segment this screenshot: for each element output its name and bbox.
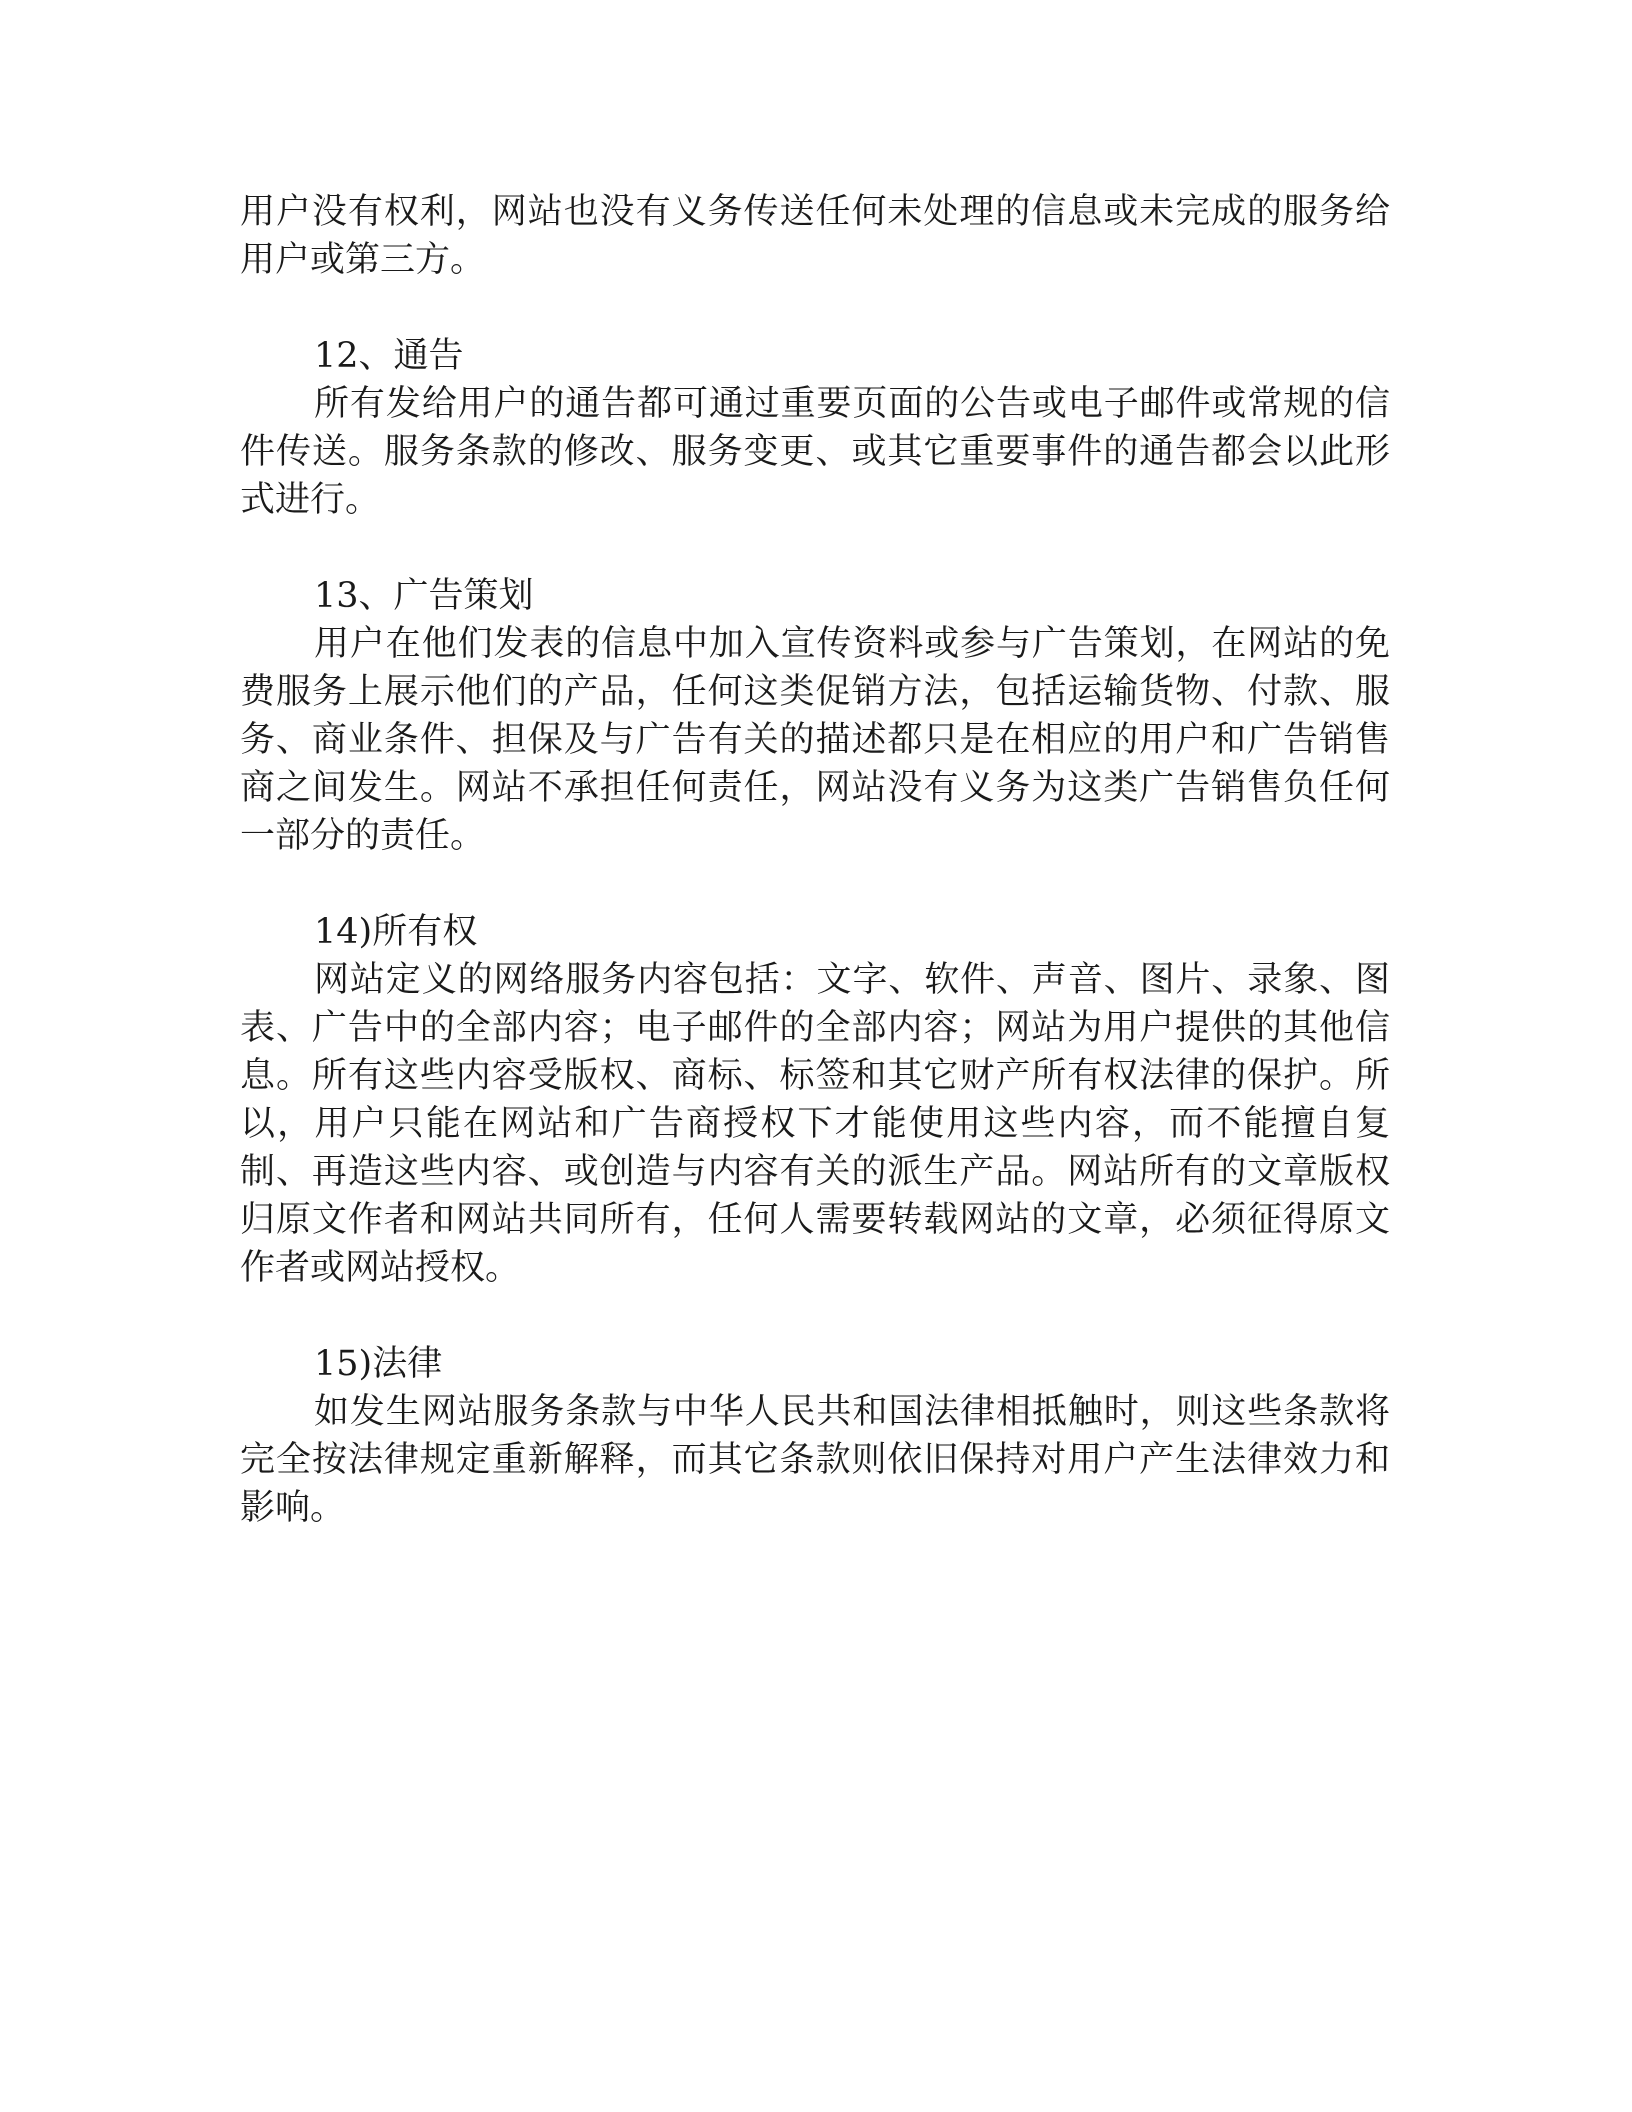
section-heading-notice: 12、通告 (314, 336, 464, 376)
section-body-ownership: 网站定义的网络服务内容包括：文字、软件、声音、图片、录象、图表、广告中的全部内容；电子邮件的全部内容；网站为用户提供的其他信息。所有这些内容受版权、商标、标签和其它财产所有权法律的保护。所以，用户只能在网站和广告商授权下才能使用这些内容，而不能擅自复制、再造这些内容、或创造与内容有关的派生产品。网站所有的文章版权归原文作者和网站共同所有，任何人需要转载网站的文章，必须征得原文作者或网站授权。 (240, 960, 1390, 1288)
section-gap (240, 284, 1390, 332)
section-heading-law: 15)法律 (314, 1344, 443, 1384)
document-body (240, 188, 1390, 1532)
continuation-paragraph: 用户没有权利，网站也没有义务传送任何未处理的信息或未完成的服务给用户或第三方。 (240, 192, 1390, 280)
section-heading-advertising: 13、广告策划 (314, 576, 534, 616)
section-body-notice: 所有发给用户的通告都可通过重要页面的公告或电子邮件或常规的信件传送。服务条款的修改、服务变更、或其它重要事件的通告都会以此形式进行。 (240, 384, 1390, 520)
section-gap (240, 524, 1390, 572)
section-gap (240, 1292, 1390, 1340)
section-body-law: 如发生网站服务条款与中华人民共和国法律相抵触时，则这些条款将完全按法律规定重新解释，而其它条款则依旧保持对用户产生法律效力和影响。 (240, 1392, 1390, 1528)
section-gap (240, 860, 1390, 908)
section-body-advertising: 用户在他们发表的信息中加入宣传资料或参与广告策划，在网站的免费服务上展示他们的产品，任何这类促销方法，包括运输货物、付款、服务、商业条件、担保及与广告有关的描述都只是在相应的用户和广告销售商之间发生。网站不承担任何责任，网站没有义务为这类广告销售负任何一部分的责任。 (240, 624, 1390, 856)
section-heading-ownership: 14)所有权 (314, 912, 478, 952)
